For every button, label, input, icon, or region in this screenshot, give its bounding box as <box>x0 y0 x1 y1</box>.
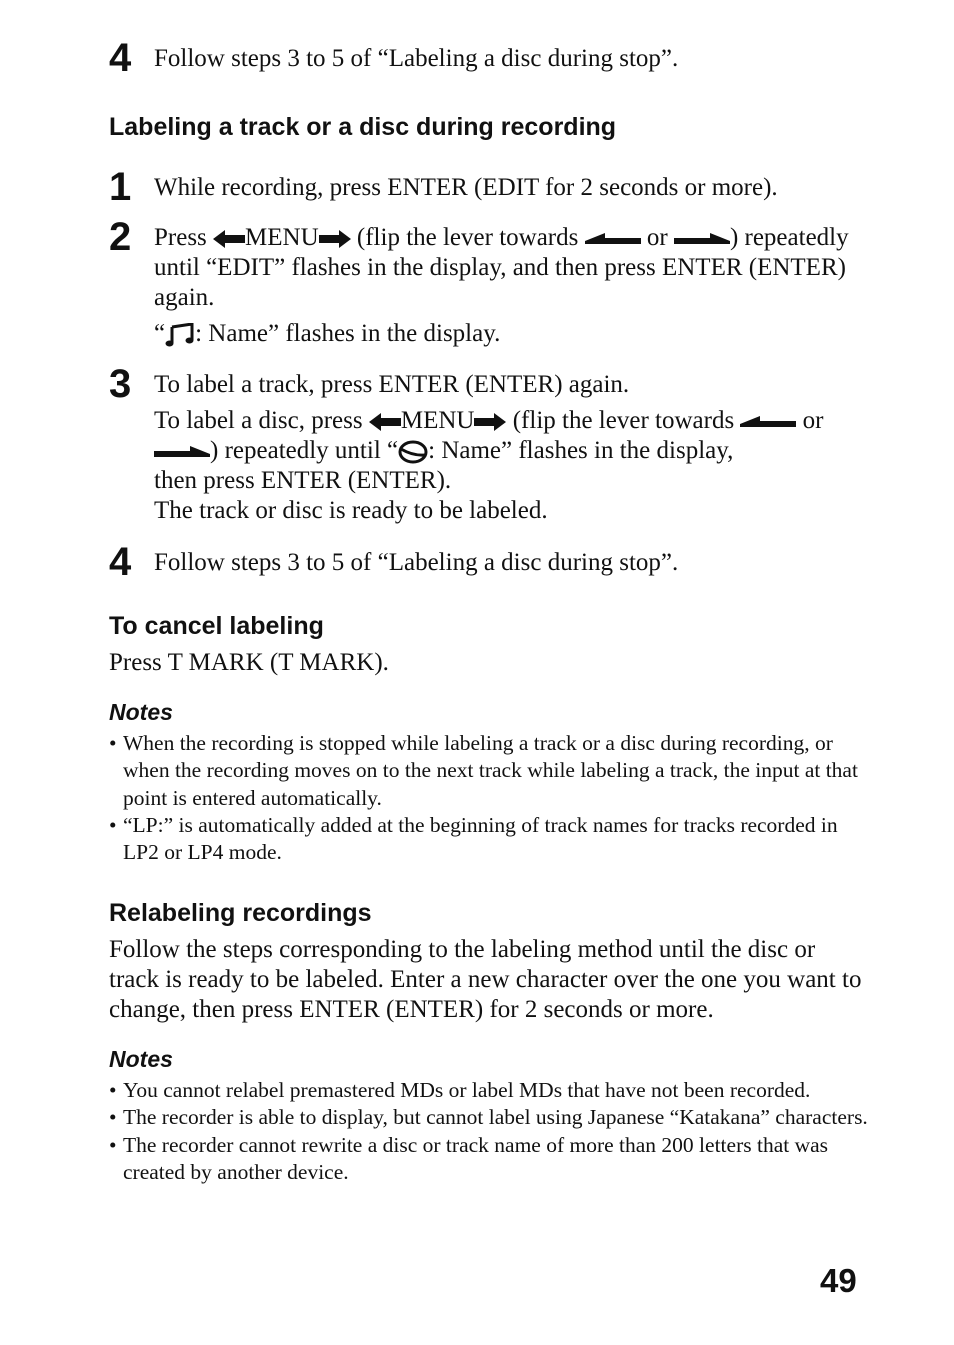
step-top <box>109 36 869 80</box>
arrow-right-icon <box>474 412 506 432</box>
list-item: • “LP:” is automatically added at the beginning of track names for tracks recorded in LP2 or LP4 mode. <box>109 812 869 867</box>
then-text: then press ENTER (ENTER). <box>154 467 452 494</box>
step-number: 4 <box>109 540 132 584</box>
lever-left-icon <box>585 231 641 247</box>
notes-list <box>109 730 869 866</box>
or-text: or <box>646 224 668 251</box>
flip-text: (flip the lever towards <box>356 224 579 251</box>
step-2 <box>109 215 869 349</box>
arrow-right-icon <box>319 229 351 249</box>
lever-right-icon <box>674 231 730 247</box>
name-text: : Name” flashes in the display, <box>428 437 734 464</box>
step-3 <box>109 362 869 526</box>
lever-right-icon <box>154 444 210 460</box>
step-number: 2 <box>109 215 132 259</box>
step-text: Follow steps 3 to 5 of “Labeling a disc during stop”. <box>154 549 679 576</box>
step-1 <box>109 165 869 209</box>
relabel-text: Follow the steps corresponding to the labeling method until the disc or track is ready to be labeled. Enter a new character over the one you want to change, then press ENTER (ENTER) for 2 seconds or more. <box>109 936 862 1023</box>
section-heading-relabel: Relabeling recordings <box>109 899 372 927</box>
step-number: 1 <box>109 165 132 209</box>
step-4 <box>109 540 869 584</box>
open-quote: “ <box>154 320 166 347</box>
result-text: : Name” flashes in the display. <box>195 320 501 347</box>
list-item: • The recorder is able to display, but cannot label using Japanese “Katakana” characters. <box>109 1104 869 1131</box>
list-item: • You cannot relabel premastered MDs or label MDs that have not been recorded. <box>109 1077 869 1104</box>
notes-list <box>109 1077 869 1186</box>
step-2-result <box>154 319 869 349</box>
step-text-rest: repeatedly until “EDIT” flashes in the display, and then press ENTER (ENTER) again. <box>154 224 849 311</box>
step-text <box>154 223 869 313</box>
disc-press-text: To label a disc, press <box>154 407 363 434</box>
close-paren: ) <box>729 224 739 251</box>
step-number: 4 <box>109 36 132 80</box>
arrow-left-icon <box>213 229 245 249</box>
disc-icon <box>398 440 428 464</box>
lever-left-icon <box>740 414 796 430</box>
menu-text: MENU <box>400 407 475 434</box>
music-note-icon <box>165 323 195 347</box>
step-number: 3 <box>109 362 132 406</box>
step-3-disc-text <box>154 406 869 526</box>
step-text: To label a track, press ENTER (ENTER) again. <box>154 371 630 398</box>
page-number: 49 <box>820 1262 857 1299</box>
arrow-left-icon <box>369 412 401 432</box>
notes-heading: Notes <box>109 1046 173 1072</box>
menu-text: MENU <box>245 224 319 251</box>
or-text: or <box>802 407 824 434</box>
list-item: • When the recording is stopped while labeling a track or a disc during recording, or when the recording moves on to the next track while labeling a track, the input at that point is entered automatically. <box>109 730 869 812</box>
list-item: • The recorder cannot rewrite a disc or track name of more than 200 letters that was created by another device. <box>109 1132 869 1187</box>
section-heading-cancel: To cancel labeling <box>109 612 324 640</box>
step-text: While recording, press ENTER (EDIT for 2 seconds or more). <box>154 174 778 201</box>
ready-text: The track or disc is ready to be labeled. <box>154 497 548 524</box>
cancel-text: Press T MARK (T MARK). <box>109 649 389 676</box>
until-text: ) repeatedly until “ <box>210 437 399 464</box>
flip-text: (flip the lever towards <box>512 407 735 434</box>
notes-heading: Notes <box>109 699 173 725</box>
press-text: Press <box>154 224 207 251</box>
section-heading-labeling-recording: Labeling a track or a disc during recording <box>109 113 617 141</box>
step-text: Follow steps 3 to 5 of “Labeling a disc during stop”. <box>154 45 679 72</box>
